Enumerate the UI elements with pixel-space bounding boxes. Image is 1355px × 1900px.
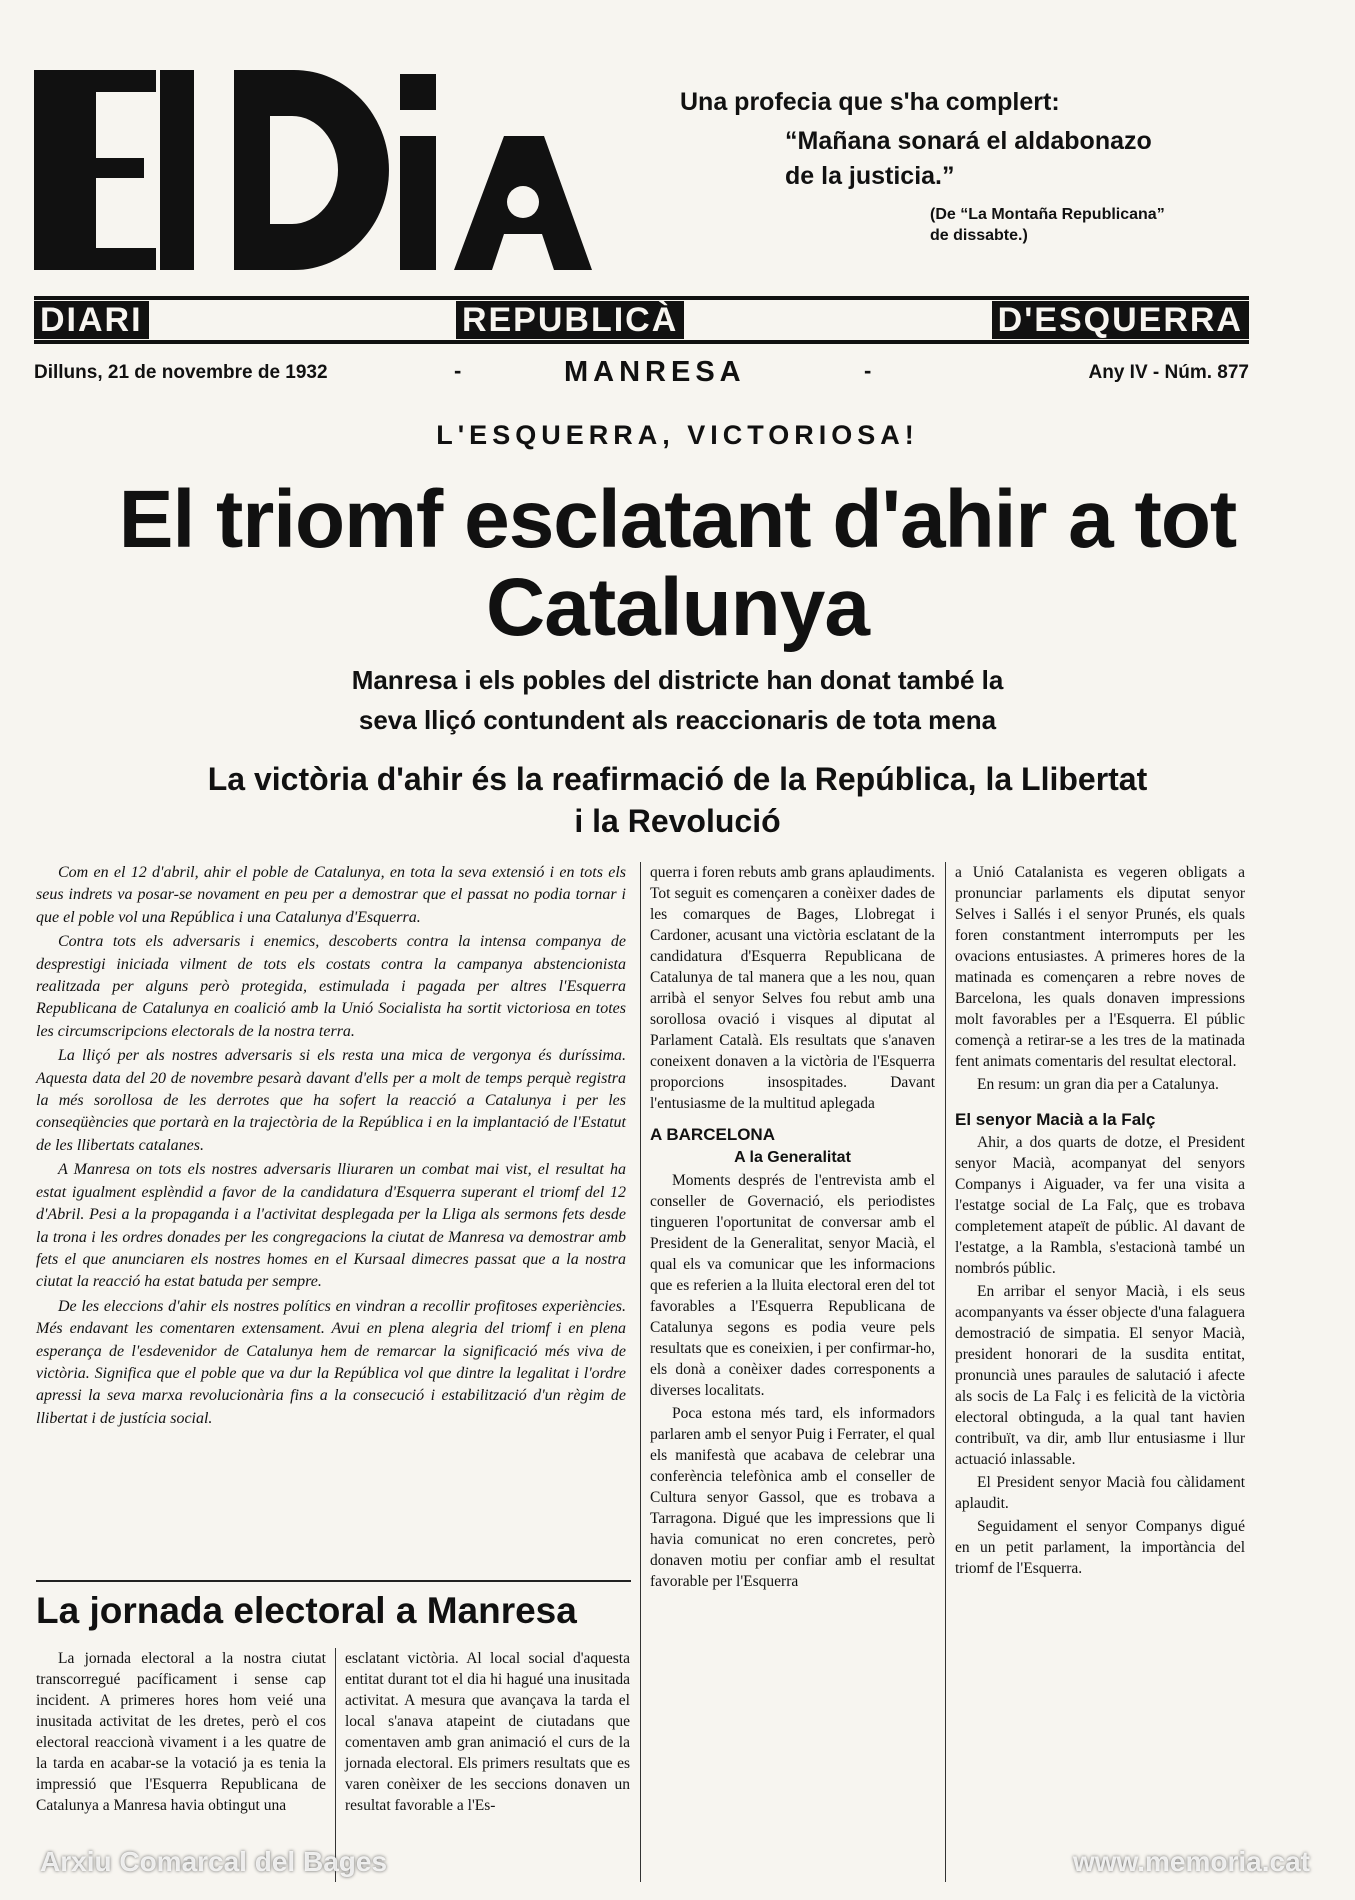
masthead-banner: [34, 296, 1249, 344]
subheadline-line-2: seva lliçó contundent als reaccionaris de tota mena: [358, 705, 997, 735]
continuation-text: a Unió Catalanista es vegeren obligats a pronunciar parlaments els diputat senyor Selves i Sallés i el senyor Prunés, els quals foren constantment interromputs per les ovacions entusiastes. A primeres hores de la matinada es començaren a rebre noves de Barcelona, les quals donaven impressions molt favorables per a l'Esquerra. El públic començà a retirar-se a les tres de la matinada fent animats comentaris del resultat electoral.: [955, 864, 1245, 1070]
prophecy-quote: [680, 88, 1250, 247]
barcelona-heading: A BARCELONA: [650, 1125, 775, 1144]
quote-source-1: (De “La Montaña Republicana”: [930, 206, 1165, 223]
lead-paragraph: La lliçó per als nostres adversaris si els resta una mica de vergonya és duríssima. Aquesta data del 20 de novembre pesarà davant d'ells per a molt de temps perquè registra la més sorollosa de les derrotes que ha sofert la reacció a Catalunya i per les conseqüències que portarà en la trajectòria de la República i en la implantació de l'Estatut de les llibertats catalanes.: [36, 1047, 626, 1154]
deck-headline: [30, 758, 1325, 842]
macia-heading: El senyor Macià a la Falç: [955, 1110, 1156, 1129]
macia-paragraph: Seguidament el senyor Companys digué en un petit parlament, la importància del triomf de l'Esquerra.: [955, 1518, 1245, 1577]
quote-line-2: “Mañana sonará el aldabonazo: [785, 127, 1152, 155]
macia-paragraph: Ahir, a dos quarts de dotze, el President senyor Macià, acompanyat del senyors Companys i Aiguader, va fer una visita a l'estatge social de La Falç, que es trobava completement atapeït de públic. Al davant de l'estatge, a la Rambla, s'estacionà també un nombrós públic.: [955, 1134, 1245, 1277]
jornada-column-b: [345, 1648, 630, 1818]
lead-paragraph: De les eleccions d'ahir els nostres polítics en vindran a recollir profitoses experiències. Més endavant les comentaren extensament. Avui en plena alegria del triomf i en plena esperança de l'esdevenidor de Catalunya hem de remarcar la significació més viva de victòria. Significa que el poble que va dur la República vol que dintre la legalitat i l'ordre apressi la seva marxa revolucionària fins a la consecució i estabilització d'un règim de llibertat i de justícia social.: [36, 1297, 626, 1427]
barcelona-paragraph: Moments després de l'entrevista amb el conseller de Governació, els periodistes tingueren l'oportunitat de conversar amb el President de la Generalitat, senyor Macià, el qual els va comunicar que les informacions que es referien a la lluita electoral eren del tot favorables a l'Esquerra Republicana de Catalunya segons es podia veure pels resultats que es coneixien, i per confirmar-ho, els donà a conèixer dades corresponents a diverses localitats.: [650, 1172, 935, 1399]
main-headline-line-2: Catalunya: [486, 562, 869, 653]
archive-watermark: [40, 1838, 1310, 1886]
column-3: [955, 862, 1245, 1581]
section-rule: [36, 1580, 631, 1582]
deck-line-2: i la Revolució: [574, 803, 781, 839]
lead-article: [36, 862, 626, 1432]
column-divider: [945, 862, 946, 1882]
kicker-headline: L'ESQUERRA, VICTORIOSA!: [436, 420, 919, 450]
continuation-text: querra i foren rebuts amb grans aplaudiments. Tot seguit es començaren a conèixer dades de les comarques de Bages, Llobregat i Cardoner, acusant una victòria esclatant de la candidatura d'Esquerra Republicana de Catalunya de tal manera que a les nou, quan arribà el senyor Selves fou rebut amb una sorollosa ovació i visques al diputat al Parlament Català. Els resultats que s'anaven coneixent donaven a la victòria de l'Esquerra proporcions insospitades. Davant l'entusiasme de la multitud aplegada: [650, 864, 935, 1112]
watermark-site: www.memoria.cat: [1072, 1846, 1310, 1877]
quote-source-2: de dissabte.): [930, 226, 1028, 244]
column-divider: [640, 862, 641, 1882]
quote-source: [930, 205, 1250, 247]
generalitat-subheading: A la Generalitat: [734, 1149, 851, 1166]
lead-paragraph: Com en el 12 d'abril, ahir el poble de Catalunya, en tota la seva extensió i en tots els seus indrets va posar-se novament en peu per a demostrar que el passat no podia tornar i que el poble vol una República i una Catalunya d'Esquerra.: [36, 864, 626, 926]
issue-date: Dilluns, 21 de novembre de 1932: [34, 362, 328, 383]
jornada-column-a: [36, 1648, 326, 1818]
deck-line-1: La victòria d'ahir és la reafirmació de la República, la Llibertat: [207, 761, 1148, 797]
main-headline-line-1: El triomf esclatant d'ahir a tot: [118, 474, 1237, 565]
lead-paragraph: Contra tots els adversaris i enemics, descoberts contra la intensa companya de desprestigi iniciada vilment de tots els costats contra la campanya abstencionista realitzada per alguns però protegida, estimulada i pagada per altres l'Esquerra Republicana de Catalunya en coalició amb la Unió Socialista ha sortit victoriosa en totes les circumscripcions electorals de la nostra terra.: [36, 933, 626, 1040]
el-dia-logo: [34, 62, 594, 272]
barcelona-paragraph: Poca estona més tard, els informadors parlaren amb el senyor Puig i Ferrater, el qual els manifestà que acabava de celebrar una conferència telefònica amb el conseller de Cultura senyor Gassol, que es trobava a Tarragona. Digué que les impressions que li havia comunicat no eren concretes, però donaven motiu per confiar amb el resultat favorable per l'Esquerra: [650, 1405, 935, 1590]
quote-line-1: Una profecia que s'ha complert:: [680, 88, 1060, 116]
macia-paragraph: El President senyor Macià fou càlidament aplaudit.: [955, 1474, 1245, 1512]
quote-line-3: de la justicia.”: [785, 162, 955, 190]
issue-number: Any IV - Núm. 877: [1088, 362, 1249, 383]
macia-paragraph: En arribar el senyor Macià, i els seus acompanyants va ésser objecte d'una falaguera demostració de simpatia. El senyor Macià, president honorari de la susdita entitat, pronuncià unes paraules de salutació i afecte als socis de La Falç i es felicità de la victòria electoral obtinguda, a la qual tant havien contribuït, va dir, amb llur entusiasme i llur actuació inlassable.: [955, 1283, 1245, 1468]
banner-word-3: D'ESQUERRA: [992, 301, 1249, 339]
dateline: [34, 356, 1249, 392]
banner-word-1: DIARI: [34, 301, 149, 339]
main-headline: [20, 476, 1335, 652]
jornada-text: La jornada electoral a la nostra ciutat transcorregué pacíficament i sense cap incident. A primeres hores hom veié una inusitada activitat de les dretes, però el cos electoral reaccionà vivament i a les quatre de la tarda en acabar-se la votació ja es tenia la impressió que l'Esquerra Republicana de Catalunya a Manresa havia obtingut una: [36, 1650, 326, 1814]
summary-text: En resum: un gran dia per a Catalunya.: [977, 1076, 1219, 1093]
subheadline-line-1: Manresa i els pobles del districte han donat també la: [351, 665, 1004, 695]
watermark-archive: Arxiu Comarcal del Bages: [40, 1846, 388, 1877]
banner-word-2: REPUBLICÀ: [456, 301, 684, 339]
lead-paragraph: A Manresa on tots els nostres adversaris lliuraren un combat mai vist, el resultat ha estat igualment esplèndid a favor de la candidatura d'Esquerra superant el triomf del 12 d'Abril. Pesi a la propaganda i a l'activitat desplegada per la Lliga als sermons fets desde la trona i les ordres donades per les congregacions la ciutat de Manresa va demostrar amb fets el que anunciaren els nostres homes en el Kursaal dimecres passat que a la nostra ciutat la reacció ha estat batuda per sempre.: [36, 1161, 626, 1291]
city-name: MANRESA: [564, 356, 746, 388]
dateline-dash: -: [864, 358, 872, 383]
jornada-heading: La jornada electoral a Manresa: [36, 1590, 577, 1631]
jornada-text: esclatant victòria. Al local social d'aquesta entitat durant tot el dia hi hagué una inusitada activitat. A mesura que avançava la tarda el local s'anava atapeint de ciutadans que comentaven amb gran animació el curs de la jornada electoral. Els primers resultats que es varen conèixer de les seccions donaven un resultat favorable a l'Es-: [345, 1650, 630, 1814]
dateline-dash: -: [454, 358, 462, 383]
subheadline: [150, 660, 1205, 740]
column-2: [650, 862, 935, 1594]
